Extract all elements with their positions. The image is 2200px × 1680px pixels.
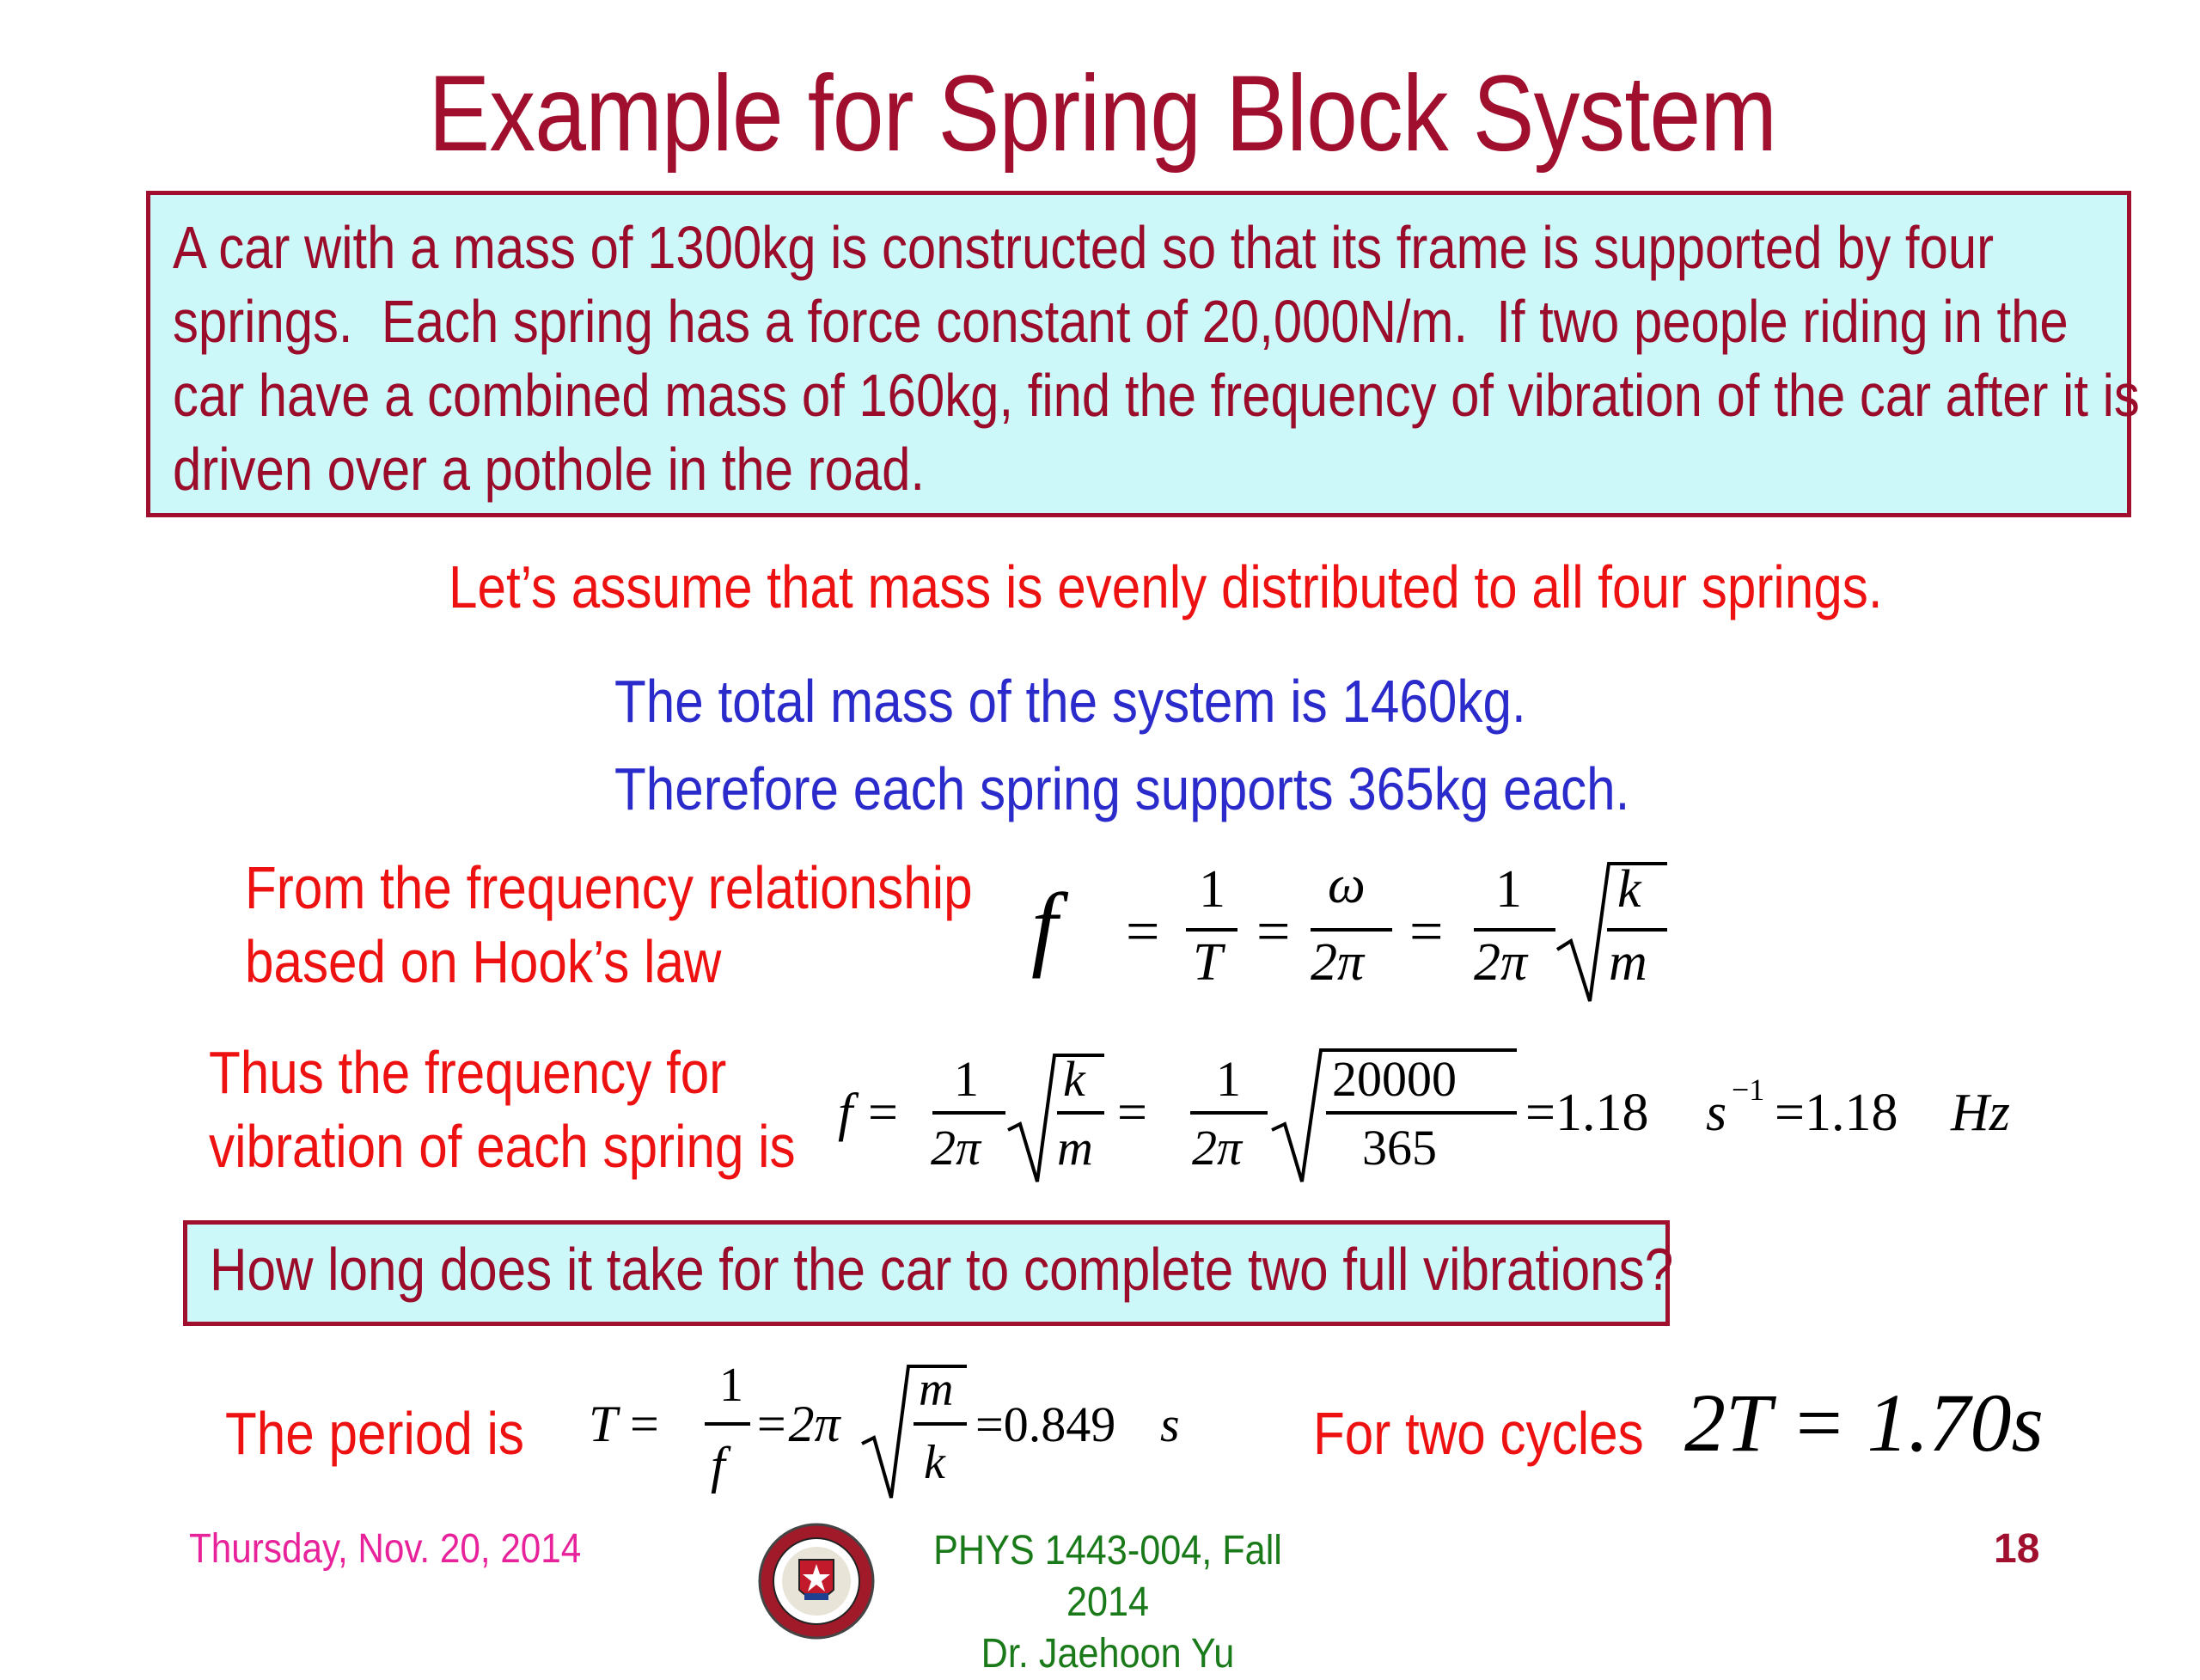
problem-line: springs. Each spring has a force constant of 20,000N/m. If two people riding in the <box>173 288 2069 355</box>
eq2-one: 1 <box>1216 1051 1241 1107</box>
eq1-two-pi: 2π <box>1474 933 1528 992</box>
each-spring-text: Therefore each spring supports 365kg each. <box>614 755 1630 822</box>
eq3-two-pi: =2π <box>754 1396 840 1452</box>
footer-course-title: PHYS 1443-004, Fall 2014 <box>933 1528 1282 1625</box>
eq2-unit-hz: Hz <box>1951 1084 2010 1142</box>
problem-line: A car with a mass of 1300kg is constructed so that its frame is supported by four <box>173 214 1995 281</box>
thus-line1: Thus the frequency for <box>209 1039 727 1106</box>
footer-course <box>899 1525 1317 1680</box>
eq2-hz-value: =1.18 <box>1775 1084 1898 1142</box>
eq3-result: =0.849 <box>975 1396 1116 1452</box>
eq3-equals: = <box>630 1396 659 1452</box>
eq3-T: T <box>589 1396 618 1452</box>
eq3-one: 1 <box>719 1362 743 1412</box>
equation-frequency-relation <box>1031 855 1702 1010</box>
eq1-equals: = <box>1126 899 1160 965</box>
eq2-unit-s: s <box>1706 1084 1727 1142</box>
eq1-k: k <box>1617 860 1641 919</box>
problem-statement-box <box>146 191 2140 517</box>
eq1-two-pi: 2π <box>1311 933 1365 992</box>
eq3-k: k <box>924 1436 945 1489</box>
eq2-m: m <box>1057 1120 1093 1176</box>
freq-relation-line1: From the frequency relationship <box>245 854 973 921</box>
eq1-one: 1 <box>1199 860 1225 919</box>
eq2-one: 1 <box>954 1051 979 1107</box>
page-number: 18 <box>1994 1526 2040 1572</box>
eq2-equals: = <box>868 1084 898 1142</box>
eq1-equals: = <box>1256 899 1291 965</box>
freq-relation-line2: based on Hook’s law <box>245 928 722 995</box>
eq2-equals: = <box>1117 1084 1147 1142</box>
slide-title: Example for Spring Block System <box>428 54 1777 174</box>
equation-frequency-value <box>838 1040 2041 1194</box>
eq2-k: k <box>1063 1051 1085 1107</box>
eq2-f: f <box>838 1084 853 1142</box>
eq1-one: 1 <box>1495 860 1522 919</box>
thus-line2: vibration of each spring is <box>209 1113 796 1180</box>
eq2-two-pi: 2π <box>931 1120 981 1176</box>
eq1-T: T <box>1193 933 1223 992</box>
footer-date: Thursday, Nov. 20, 2014 <box>189 1526 582 1572</box>
footer-instructor: Dr. Jaehoon Yu <box>981 1631 1235 1677</box>
question-box <box>183 1220 1674 1326</box>
eq1-m: m <box>1609 933 1647 992</box>
eq2-exponent: −1 <box>1732 1072 1765 1107</box>
university-seal-icon <box>756 1521 877 1641</box>
assumption-text: Let’s assume that mass is evenly distributed to all four springs. <box>449 553 1883 620</box>
eq2-two-pi: 2π <box>1192 1120 1243 1176</box>
eq2-result: =1.18 <box>1525 1084 1649 1142</box>
eq2-numerator: 20000 <box>1332 1051 1457 1107</box>
eq3-f: f <box>711 1437 725 1494</box>
period-label: The period is <box>225 1400 525 1467</box>
problem-line: driven over a pothole in the road. <box>173 436 926 503</box>
two-cycles-label: For two cycles <box>1313 1400 1644 1467</box>
eq3-unit-s: s <box>1160 1396 1180 1452</box>
eq1-f: f <box>1031 874 1058 979</box>
total-mass-text: The total mass of the system is 1460kg. <box>614 668 1526 735</box>
eq2-denominator: 365 <box>1362 1120 1437 1176</box>
equation-two-periods: 2T = 1.70s <box>1684 1377 2044 1469</box>
eq3-m: m <box>919 1363 954 1416</box>
eq1-omega: ω <box>1328 856 1366 914</box>
problem-statement <box>173 211 2140 506</box>
eq1-equals: = <box>1409 899 1444 965</box>
problem-line: car have a combined mass of 160kg, find the frequency of vibration of the car after it is <box>173 362 2140 429</box>
equation-period <box>589 1362 1293 1508</box>
question-text: How long does it take for the car to complete two full vibrations? <box>210 1236 1674 1303</box>
